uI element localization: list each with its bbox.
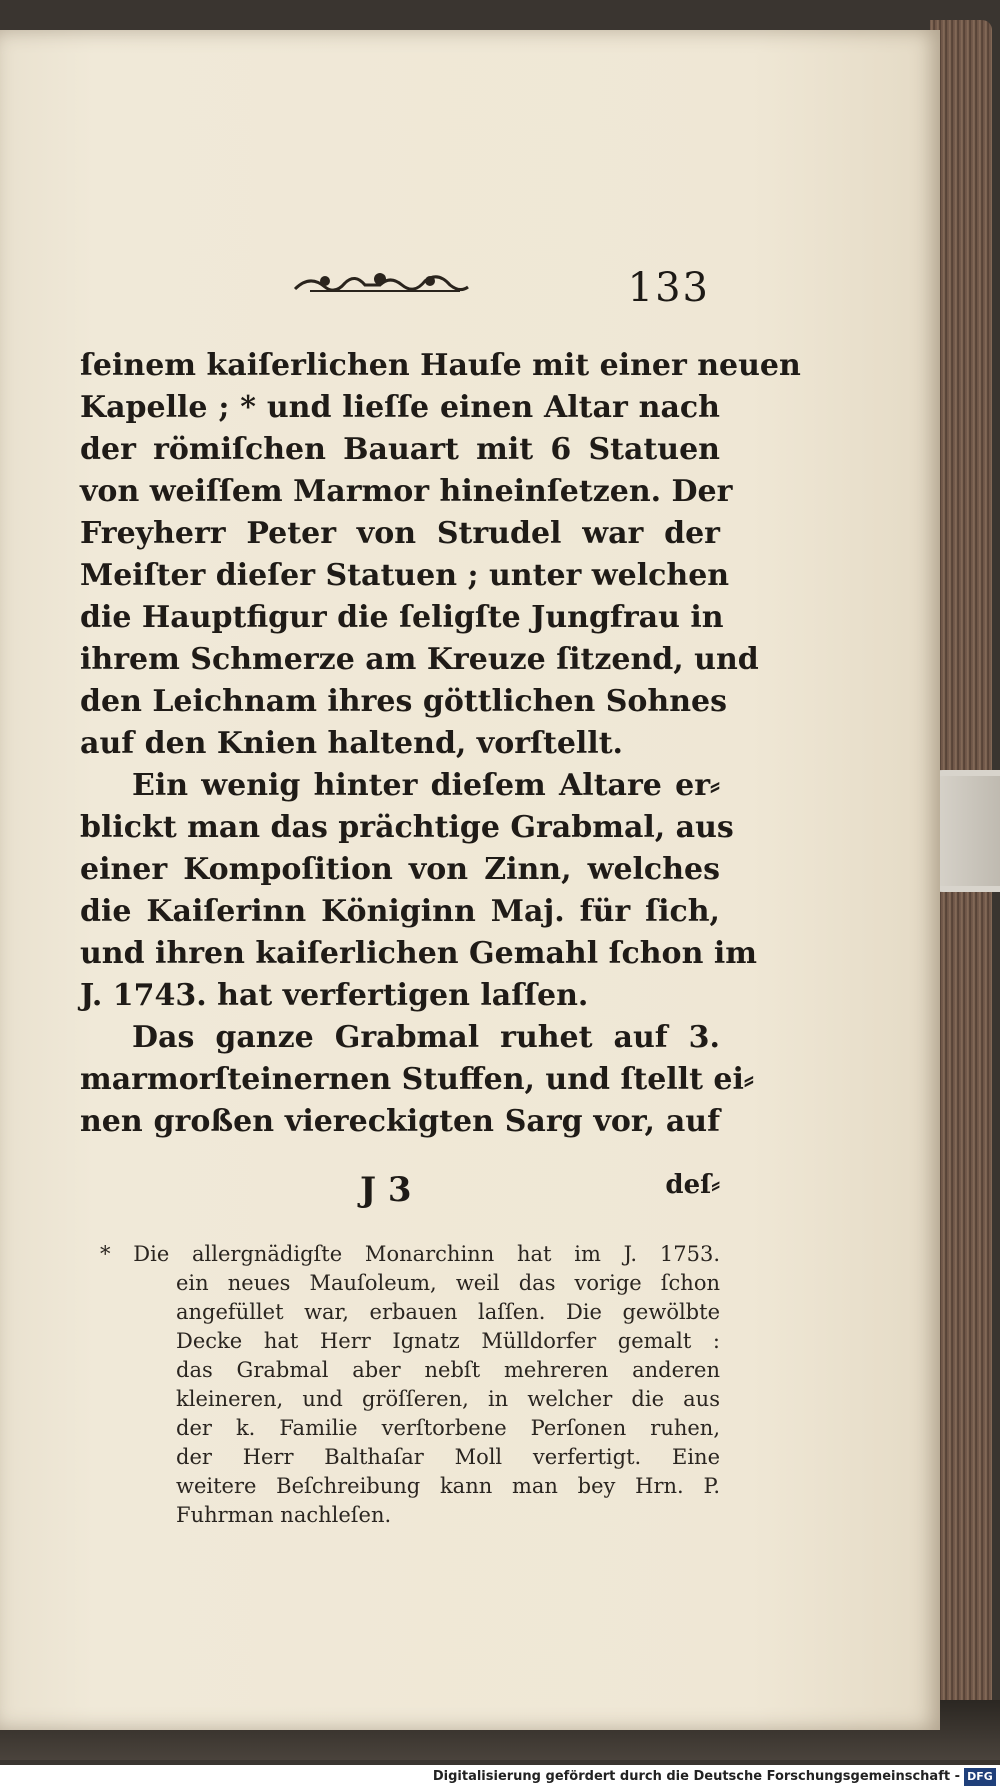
footnote-line: Fuhrman nachleſen. bbox=[176, 1503, 392, 1527]
text-line: auf den Knien haltend, vorſtellt. bbox=[80, 726, 624, 761]
signature-line bbox=[360, 1170, 720, 1214]
dfg-logo: DFG bbox=[964, 1768, 996, 1786]
footnote-line: das Grabmal aber nebſt mehreren anderen bbox=[176, 1358, 720, 1382]
footnote bbox=[100, 1240, 720, 1530]
text-line: blickt man das prächtige Grabmal, aus bbox=[80, 810, 734, 845]
catchword: deſ⸗ bbox=[665, 1170, 720, 1200]
text-line: der römiſchen Bauart mit 6 Statuen bbox=[80, 432, 720, 467]
text-line: Meiſter dieſer Statuen ; unter welchen bbox=[80, 558, 730, 593]
signature-mark: J 3 bbox=[360, 1170, 412, 1210]
text-line: ſeinem kaiſerlichen Hauſe mit einer neuen bbox=[80, 348, 801, 383]
text-line: und ihren kaiſerlichen Gemahl ſchon im bbox=[80, 936, 757, 971]
footnote-line: der Herr Balthaſar Moll verfertigt. Eine bbox=[176, 1445, 720, 1469]
footnote-line: ein neues Mauſoleum, weil das vorige ſchon bbox=[176, 1271, 720, 1295]
text-line: die Kaiſerinn Königinn Maj. für ſich, bbox=[80, 894, 720, 929]
paragraph-1 bbox=[80, 345, 801, 765]
text-line: von weiſſem Marmor hineinſetzen. Der bbox=[80, 474, 733, 509]
page-number: 133 bbox=[627, 265, 710, 311]
main-text bbox=[80, 345, 801, 1143]
footnote-line: Decke hat Herr Ignatz Mülldorfer gemalt : bbox=[176, 1329, 720, 1353]
text-line: ihrem Schmerze am Kreuze ſitzend, und bbox=[80, 642, 759, 677]
footnote-line: * Die allergnädigſte Monarchinn hat im J. 1753. bbox=[100, 1242, 720, 1266]
text-line: den Leichnam ihres göttlichen Sohnes bbox=[80, 684, 728, 719]
text-line: Das ganze Grabmal ruhet auf 3. bbox=[132, 1020, 720, 1055]
text-line: marmorſteinernen Stuffen, und ſtellt ei⸗ bbox=[80, 1062, 754, 1097]
text-line: nen großen viereckigten Sarg vor, auf bbox=[80, 1104, 720, 1139]
text-line: Freyherr Peter von Strudel war der bbox=[80, 516, 720, 551]
text-line: Ein wenig hinter dieſem Altare er⸗ bbox=[132, 768, 720, 803]
footer-credit: Digitalisierung gefördert durch die Deutsche Forschungsgemeinschaft - bbox=[432, 1769, 960, 1784]
footnote-line: der k. Familie verſtorbene Perſonen ruhen, bbox=[176, 1416, 720, 1440]
text-line: Kapelle ; * und lieſſe einen Altar nach bbox=[80, 390, 720, 425]
running-head bbox=[290, 265, 710, 311]
footnote-line: kleineren, und gröſſeren, in welcher die aus bbox=[176, 1387, 720, 1411]
footer-strip bbox=[0, 1765, 1000, 1791]
text-line: einer Kompoſition von Zinn, welches bbox=[80, 852, 720, 887]
text-line: J. 1743. hat verfertigen laſſen. bbox=[80, 978, 589, 1013]
footnote-line: weitere Beſchreibung kann man bey Hrn. P. bbox=[176, 1474, 720, 1498]
footnote-line: angefüllet war, erbauen laſſen. Die gewölbte bbox=[176, 1300, 720, 1324]
ornament-icon bbox=[290, 269, 470, 299]
paragraph-3 bbox=[80, 1017, 754, 1143]
text-line: die Hauptfigur die ſeligſte Jungfrau in bbox=[80, 600, 724, 635]
paragraph-2 bbox=[80, 765, 757, 1017]
